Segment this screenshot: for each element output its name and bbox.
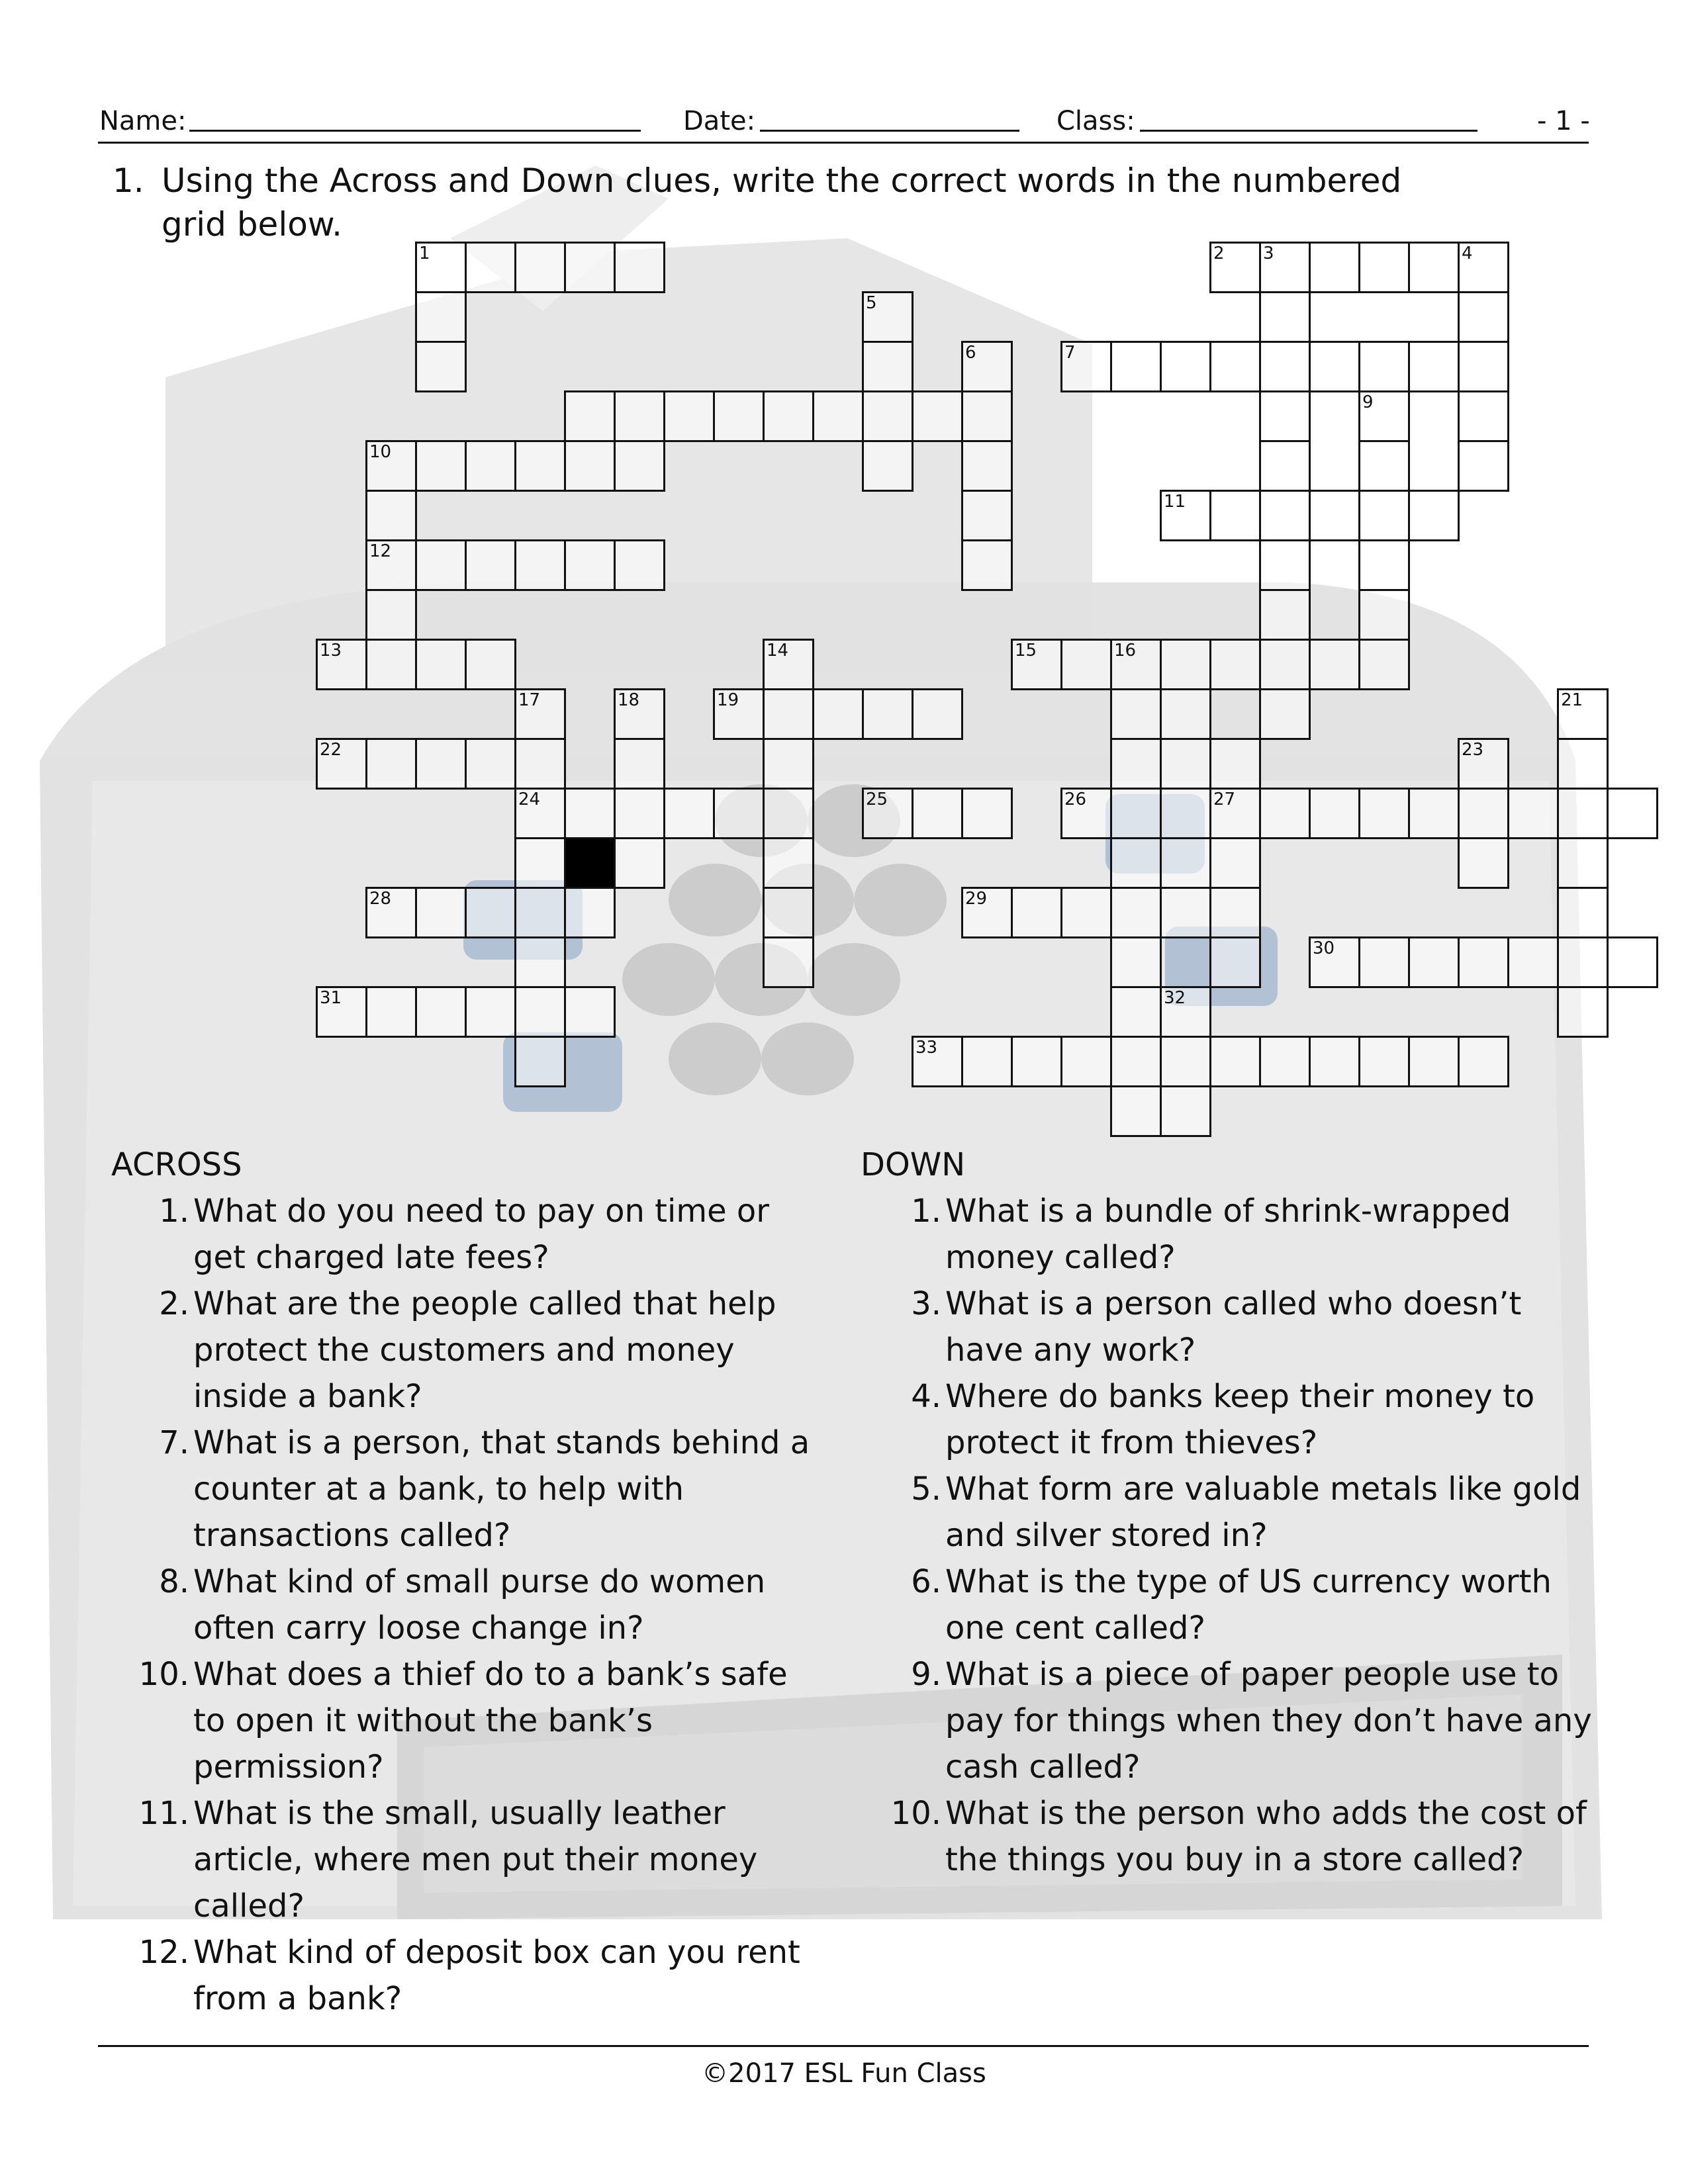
clue-text: What is a person called who doesn’t have any work? [945, 1285, 1522, 1369]
crossword-cell[interactable] [763, 738, 814, 790]
crossword-cell[interactable] [1358, 390, 1410, 442]
crossword-cell[interactable] [1160, 788, 1211, 839]
crossword-cell[interactable] [1358, 341, 1410, 392]
crossword-cell[interactable] [564, 440, 616, 492]
crossword-cell[interactable] [514, 440, 566, 492]
crossword-cell[interactable] [365, 490, 417, 541]
crossword-cell[interactable] [1309, 639, 1360, 690]
crossword-cell[interactable] [763, 390, 814, 442]
crossword-cell[interactable] [1060, 887, 1112, 938]
crossword-cell[interactable] [1110, 341, 1162, 392]
crossword-cell[interactable] [1557, 887, 1609, 938]
down-clue [861, 1188, 1595, 1281]
across-clue [111, 1420, 826, 1559]
name-label: Name: [99, 106, 187, 136]
across-clue [111, 1281, 826, 1420]
across-clue [111, 1188, 826, 1281]
crossword-cell[interactable] [1011, 639, 1062, 690]
cell-number: 1 [419, 244, 430, 263]
crossword-cell[interactable] [1110, 688, 1162, 740]
crossword-cell[interactable] [862, 390, 914, 442]
clue-number: 8. [159, 1563, 189, 1600]
cell-number: 16 [1114, 641, 1137, 660]
crossword-cell[interactable] [862, 341, 914, 392]
crossword-cell[interactable] [365, 639, 417, 690]
cell-number: 25 [866, 790, 888, 809]
cell-number: 6 [965, 343, 976, 363]
clue-number: 10. [890, 1795, 941, 1832]
crossword-cell[interactable] [1060, 1036, 1112, 1087]
crossword-cell[interactable] [763, 788, 814, 839]
crossword-cell[interactable] [1259, 341, 1311, 392]
crossword-cell[interactable] [1209, 788, 1261, 839]
down-clue [861, 1373, 1595, 1466]
crossword-cell[interactable] [1557, 936, 1609, 988]
header-rule [98, 142, 1589, 144]
crossword-cell[interactable] [514, 738, 566, 790]
crossword-cell[interactable] [1408, 788, 1460, 839]
crossword-cell[interactable] [415, 539, 467, 591]
cell-number: 14 [767, 641, 789, 660]
down-clue [861, 1651, 1595, 1790]
cell-number: 11 [1164, 492, 1186, 512]
crossword-cell[interactable] [1259, 788, 1311, 839]
down-clues [861, 1142, 1595, 1883]
cell-number: 2 [1213, 244, 1225, 263]
clue-number: 5. [911, 1471, 941, 1508]
cell-number: 19 [717, 690, 739, 710]
crossword-cell[interactable] [614, 242, 665, 293]
crossword-cell[interactable] [514, 1036, 566, 1087]
crossword-cell[interactable] [663, 390, 715, 442]
crossword-cell[interactable] [1309, 242, 1360, 293]
crossword-cell[interactable] [1358, 440, 1410, 492]
crossword-cell[interactable] [514, 986, 566, 1038]
copyright: ©2017 ESL Fun Class [702, 2058, 986, 2089]
crossword-cell[interactable] [1458, 242, 1509, 293]
crossword-cell[interactable] [465, 440, 516, 492]
cell-number: 29 [965, 889, 988, 909]
crossword-cell[interactable] [514, 887, 566, 938]
crossword-cell[interactable] [316, 738, 367, 790]
crossword-cell[interactable] [614, 738, 665, 790]
date-field[interactable] [760, 130, 1019, 132]
crossword-cell[interactable] [465, 738, 516, 790]
crossword-cell[interactable] [1557, 986, 1609, 1038]
crossword-cell[interactable] [465, 539, 516, 591]
clue-text: What do you need to pay on time or get charged late fees? [193, 1193, 769, 1276]
crossword-cell[interactable] [1110, 837, 1162, 889]
cell-number: 10 [369, 442, 392, 462]
cell-number: 21 [1561, 690, 1583, 710]
clue-text: What is the person who adds the cost of the things you buy in a store called? [945, 1795, 1587, 1878]
crossword-cell[interactable] [1110, 1036, 1162, 1087]
crossword-cell[interactable] [316, 639, 367, 690]
crossword-cell[interactable] [1259, 490, 1311, 541]
crossword-cell[interactable] [1209, 887, 1261, 938]
crossword-cell[interactable] [1160, 1036, 1211, 1087]
crossword-cell[interactable] [1209, 639, 1261, 690]
cell-number: 32 [1164, 988, 1186, 1008]
crossword-cell[interactable] [1110, 986, 1162, 1038]
crossword-cell[interactable] [1458, 341, 1509, 392]
down-clue [861, 1790, 1595, 1883]
crossword-cell[interactable] [415, 639, 467, 690]
clue-text: What kind of deposit box can you rent from a bank? [193, 1934, 800, 2017]
cell-number: 22 [320, 740, 342, 760]
across-clue [111, 1929, 826, 2022]
crossword-cell[interactable] [1259, 440, 1311, 492]
crossword-cell[interactable] [614, 440, 665, 492]
crossword-cell[interactable] [812, 390, 864, 442]
cell-number: 28 [369, 889, 392, 909]
crossword-cell[interactable] [1259, 390, 1311, 442]
crossword-cell[interactable] [961, 887, 1013, 938]
crossword-cell[interactable] [961, 341, 1013, 392]
crossword-cell[interactable] [763, 639, 814, 690]
class-label: Class: [1056, 106, 1135, 136]
crossword-cell[interactable] [1110, 788, 1162, 839]
crossword-cell[interactable] [912, 390, 963, 442]
crossword-cell[interactable] [862, 291, 914, 343]
crossword-cell[interactable] [763, 837, 814, 889]
crossword-cell[interactable] [1458, 390, 1509, 442]
across-clue [111, 1559, 826, 1651]
crossword-cell[interactable] [1110, 887, 1162, 938]
crossword-cell[interactable] [1110, 936, 1162, 988]
crossword-cell[interactable] [1458, 1036, 1509, 1087]
crossword-cell[interactable] [564, 539, 616, 591]
crossword-cell[interactable] [1358, 788, 1410, 839]
crossword-cell[interactable] [564, 986, 616, 1038]
crossword-cell[interactable] [1358, 639, 1410, 690]
clue-number: 4. [911, 1378, 941, 1415]
crossword-cell[interactable] [1458, 440, 1509, 492]
across-clue [111, 1790, 826, 1929]
crossword-cell[interactable] [1358, 242, 1410, 293]
crossword-cell[interactable] [415, 738, 467, 790]
crossword-cell[interactable] [1209, 1036, 1261, 1087]
name-field[interactable] [189, 130, 641, 132]
clue-text: Where do banks keep their money to protect it from thieves? [945, 1378, 1535, 1461]
clue-number: 9. [911, 1656, 941, 1693]
crossword-cell[interactable] [1507, 788, 1559, 839]
clue-text: What is the small, usually leather article, where men put their money called? [193, 1795, 758, 1925]
cell-number: 13 [320, 641, 342, 660]
crossword-cell[interactable] [465, 986, 516, 1038]
crossword-cell[interactable] [1110, 639, 1162, 690]
crossword-cell[interactable] [1160, 639, 1211, 690]
crossword-cell[interactable] [1160, 986, 1211, 1038]
crossword-cell[interactable] [415, 341, 467, 392]
crossword-cell[interactable] [365, 738, 417, 790]
crossword-cell[interactable] [465, 887, 516, 938]
crossword-cell[interactable] [514, 936, 566, 988]
crossword-cell[interactable] [912, 788, 963, 839]
crossword-cell[interactable] [614, 688, 665, 740]
crossword-cell[interactable] [1160, 688, 1211, 740]
crossword-cell[interactable] [365, 440, 417, 492]
crossword-cell[interactable] [961, 390, 1013, 442]
crossword-cell[interactable] [365, 887, 417, 938]
crossword-cell[interactable] [961, 539, 1013, 591]
clue-number: 11. [138, 1795, 189, 1832]
crossword-cell[interactable] [1557, 738, 1609, 790]
crossword-cell[interactable] [713, 390, 765, 442]
crossword-cell[interactable] [465, 242, 516, 293]
across-heading: ACROSS [111, 1146, 242, 1183]
crossword-cell[interactable] [614, 788, 665, 839]
crossword-cell[interactable] [961, 440, 1013, 492]
crossword-cell[interactable] [713, 788, 765, 839]
crossword-cell[interactable] [514, 837, 566, 889]
crossword-cell[interactable] [1309, 788, 1360, 839]
crossword-cell[interactable] [1259, 291, 1311, 343]
instructions [113, 159, 1476, 246]
crossword-cell[interactable] [1209, 341, 1261, 392]
crossword-cell[interactable] [365, 539, 417, 591]
crossword-cell[interactable] [1408, 936, 1460, 988]
crossword-cell[interactable] [1309, 936, 1360, 988]
cell-number: 4 [1462, 244, 1473, 263]
crossword-cell[interactable] [1011, 1036, 1062, 1087]
clue-number: 1. [911, 1193, 941, 1230]
crossword-cell[interactable] [1259, 539, 1311, 591]
crossword-cell[interactable] [514, 788, 566, 839]
cell-number: 24 [518, 790, 541, 809]
crossword-cell[interactable] [763, 887, 814, 938]
crossword-cell[interactable] [1259, 589, 1311, 641]
crossword-cell[interactable] [1160, 1085, 1211, 1137]
crossword-cell[interactable] [1209, 936, 1261, 988]
crossword-cell[interactable] [1160, 490, 1211, 541]
cell-number: 23 [1462, 740, 1484, 760]
crossword-cell[interactable] [1309, 490, 1360, 541]
crossword-cell[interactable] [1408, 1036, 1460, 1087]
crossword-cell[interactable] [1110, 738, 1162, 790]
clue-text: What does a thief do to a bank’s safe to open it without the bank’s permission? [193, 1656, 788, 1786]
crossword-cell[interactable] [1160, 738, 1211, 790]
clue-number: 2. [159, 1285, 189, 1322]
clue-number: 3. [911, 1285, 941, 1322]
crossword-cell[interactable] [862, 688, 914, 740]
cell-number: 12 [369, 541, 392, 561]
clue-number: 10. [138, 1656, 189, 1693]
crossword-cell[interactable] [365, 986, 417, 1038]
crossword-cell[interactable] [862, 440, 914, 492]
crossword-cell[interactable] [1259, 242, 1311, 293]
crossword-cell[interactable] [1309, 1036, 1360, 1087]
crossword-cell[interactable] [1209, 738, 1261, 790]
crossword-cell[interactable] [514, 688, 566, 740]
crossword-cell[interactable] [564, 242, 616, 293]
clue-number: 12. [138, 1934, 189, 1971]
footer-rule [98, 2045, 1589, 2047]
crossword-cell[interactable] [961, 490, 1013, 541]
crossword-cell[interactable] [1557, 837, 1609, 889]
cell-number: 9 [1362, 392, 1374, 412]
clue-number: 1. [159, 1193, 189, 1230]
crossword-cell[interactable] [1209, 837, 1261, 889]
down-clue [861, 1281, 1595, 1373]
crossword-cell[interactable] [1358, 490, 1410, 541]
crossword-cell[interactable] [1607, 936, 1658, 988]
crossword-cell[interactable] [1259, 1036, 1311, 1087]
crossword-cell[interactable] [961, 1036, 1013, 1087]
cell-number: 26 [1064, 790, 1087, 809]
cell-number: 15 [1015, 641, 1037, 660]
crossword-cell[interactable] [812, 688, 864, 740]
crossword-cell[interactable] [415, 242, 467, 293]
crossword-cell[interactable] [564, 390, 616, 442]
clue-number: 7. [159, 1424, 189, 1461]
cell-number: 3 [1263, 244, 1274, 263]
crossword-cell[interactable] [961, 788, 1013, 839]
crossword-cell[interactable] [663, 788, 715, 839]
crossword-cell[interactable] [1309, 341, 1360, 392]
crossword-cell[interactable] [1160, 887, 1211, 938]
clue-text: What is the type of US currency worth one cent called? [945, 1563, 1552, 1647]
crossword-cell[interactable] [614, 390, 665, 442]
crossword-cell[interactable] [316, 986, 367, 1038]
crossword-cell[interactable] [1259, 688, 1311, 740]
crossword-cell[interactable] [514, 242, 566, 293]
crossword-cell[interactable] [713, 688, 765, 740]
cell-number: 31 [320, 988, 342, 1008]
crossword-cell[interactable] [1557, 788, 1609, 839]
class-field[interactable] [1140, 130, 1477, 132]
crossword-cell[interactable] [1607, 788, 1658, 839]
crossword-cell[interactable] [1011, 887, 1062, 938]
crossword-cell[interactable] [1060, 639, 1112, 690]
crossword-cell[interactable] [1209, 490, 1261, 541]
crossword-cell[interactable] [1557, 688, 1609, 740]
down-clue [861, 1559, 1595, 1651]
cell-number: 5 [866, 293, 877, 313]
crossword-cell[interactable] [465, 639, 516, 690]
down-clue [861, 1466, 1595, 1559]
crossword-cell[interactable] [415, 440, 467, 492]
crossword-cell[interactable] [415, 291, 467, 343]
cell-number: 18 [618, 690, 640, 710]
cell-number: 30 [1313, 938, 1335, 958]
crossword-cell[interactable] [564, 788, 616, 839]
across-clue [111, 1651, 826, 1790]
cell-number: 17 [518, 690, 541, 710]
crossword-cell[interactable] [1259, 639, 1311, 690]
crossword-cell[interactable] [1060, 788, 1112, 839]
instruction-number: 1. [113, 161, 144, 200]
clue-text: What are the people called that help protect the customers and money inside a bank? [193, 1285, 776, 1415]
crossword-cell[interactable] [1358, 1036, 1410, 1087]
crossword-cell[interactable] [1507, 936, 1559, 988]
crossword-cell[interactable] [1110, 1085, 1162, 1137]
crossword-cell[interactable] [415, 887, 467, 938]
crossword-cell[interactable] [365, 589, 417, 641]
crossword-cell[interactable] [1458, 788, 1509, 839]
crossword-cell[interactable] [912, 688, 963, 740]
clue-text: What kind of small purse do women often carry loose change in? [193, 1563, 766, 1647]
page-number: - 1 - [1537, 106, 1590, 136]
crossword-cell[interactable] [912, 1036, 963, 1087]
crossword-cell[interactable] [1458, 291, 1509, 343]
crossword-cell[interactable] [1408, 341, 1460, 392]
crossword-cell[interactable] [514, 539, 566, 591]
clue-text: What is a piece of paper people use to pay for things when they don’t have any cash called? [945, 1656, 1592, 1786]
crossword-cell[interactable] [1408, 490, 1460, 541]
crossword-cell[interactable] [1408, 242, 1460, 293]
instruction-text: Using the Across and Down clues, write the correct words in the numbered grid below. [162, 161, 1402, 244]
crossword-cell[interactable] [1160, 341, 1211, 392]
cell-number: 7 [1064, 343, 1076, 363]
date-label: Date: [683, 106, 756, 136]
crossword-cell[interactable] [1358, 539, 1410, 591]
clue-text: What form are valuable metals like gold and silver stored in? [945, 1471, 1581, 1554]
crossword-block-cell [564, 837, 616, 889]
crossword-cell[interactable] [1358, 589, 1410, 641]
across-clues [111, 1142, 826, 2022]
crossword-cell[interactable] [415, 986, 467, 1038]
crossword-cell[interactable] [564, 887, 616, 938]
cell-number: 27 [1213, 790, 1236, 809]
crossword-cell[interactable] [1209, 242, 1261, 293]
clue-text: What is a bundle of shrink-wrapped money called? [945, 1193, 1511, 1276]
down-heading: DOWN [861, 1146, 966, 1183]
crossword-cell[interactable] [862, 788, 914, 839]
clue-text: What is a person, that stands behind a counter at a bank, to help with transactions called? [193, 1424, 810, 1554]
crossword-cell[interactable] [1358, 936, 1410, 988]
cell-number: 33 [915, 1038, 938, 1058]
clue-number: 6. [911, 1563, 941, 1600]
crossword-cell[interactable] [614, 837, 665, 889]
crossword-cell[interactable] [1458, 936, 1509, 988]
crossword-cell[interactable] [763, 936, 814, 988]
crossword-cell[interactable] [1458, 738, 1509, 790]
crossword-cell[interactable] [1160, 837, 1211, 889]
crossword-cell[interactable] [1060, 341, 1112, 392]
crossword-cell[interactable] [614, 539, 665, 591]
crossword-cell[interactable] [763, 688, 814, 740]
crossword-cell[interactable] [1458, 837, 1509, 889]
